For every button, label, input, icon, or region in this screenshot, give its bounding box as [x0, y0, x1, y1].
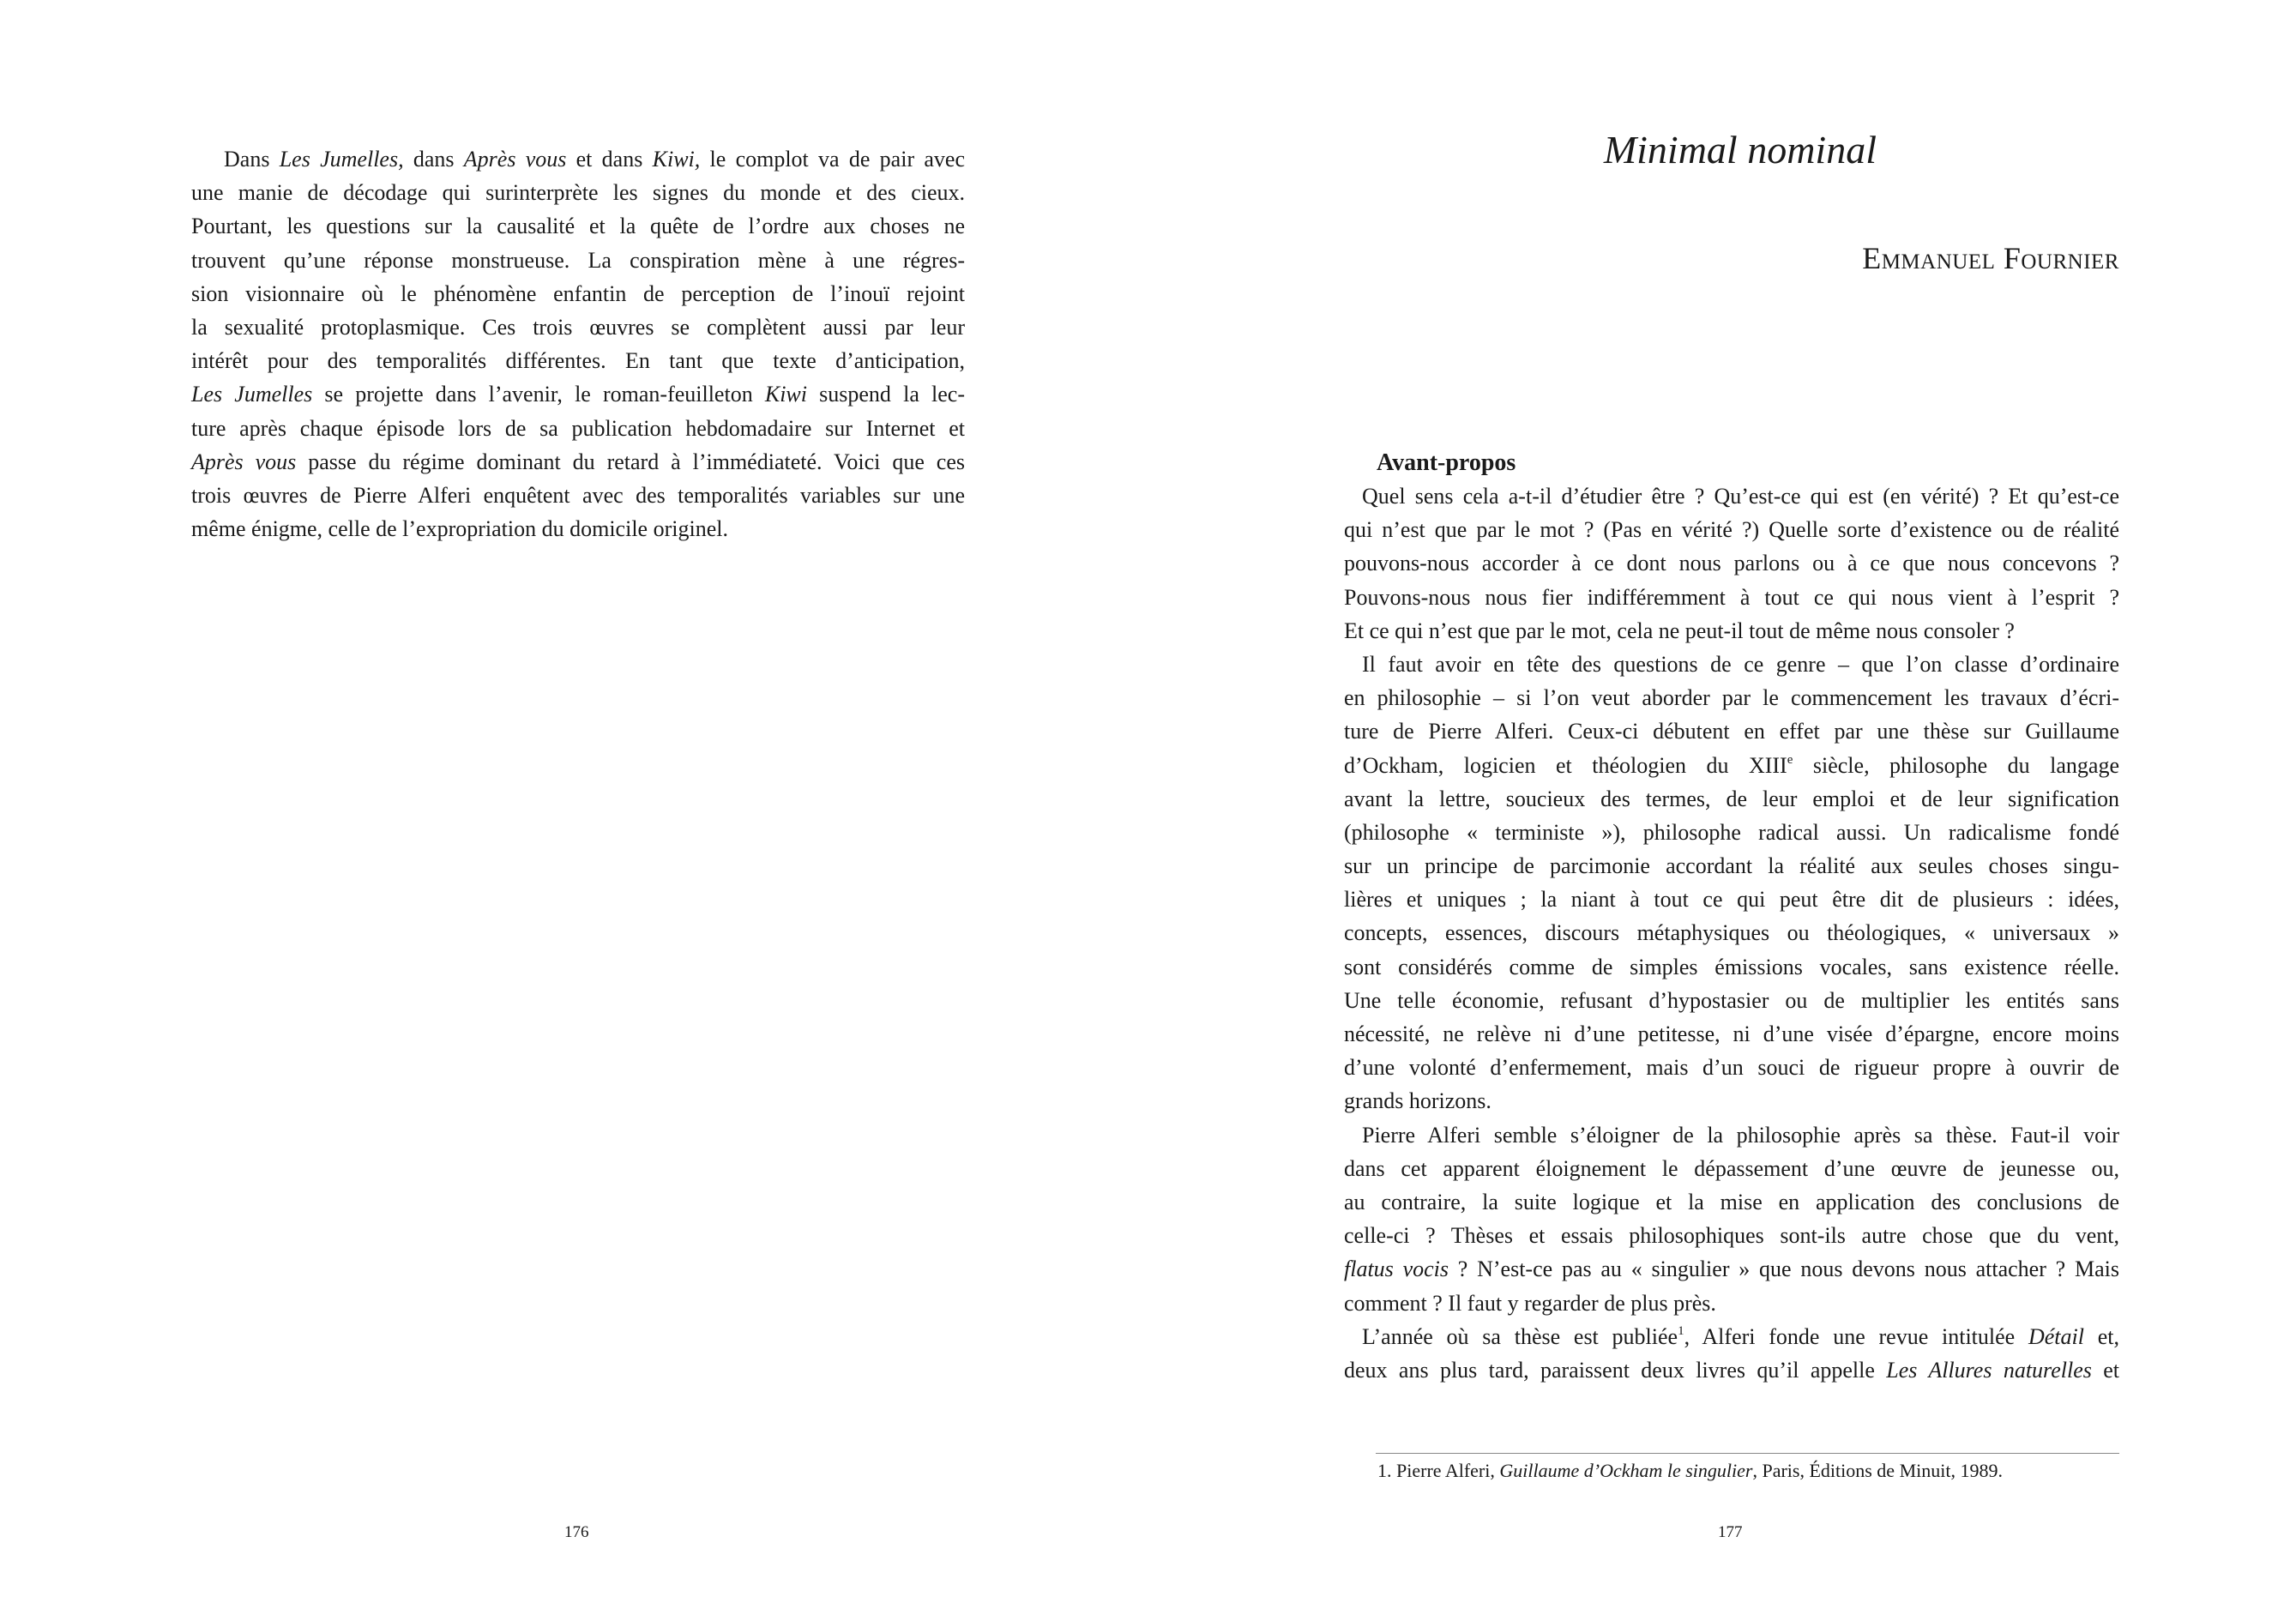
- text-run: grands horizons.: [1344, 1088, 1491, 1114]
- text-line: [1344, 1152, 2119, 1185]
- text-line: [1344, 782, 2119, 816]
- text-line: [191, 512, 965, 545]
- text-line: [1344, 1320, 2119, 1353]
- footnote-suffix: , Paris, Éditions de Minuit, 1989.: [1752, 1460, 2003, 1481]
- italic-text: Les Allures naturelles: [1886, 1357, 2092, 1383]
- text-line: [1344, 1353, 2119, 1387]
- text-run: comment ? Il faut y regarder de plus près.: [1344, 1290, 1716, 1316]
- text-run: ture de Pierre Alferi. Ceux-ci débutent en effet par une thèse sur Guillaume: [1344, 719, 2119, 744]
- superscript: e: [1787, 752, 1793, 767]
- text-line: [1344, 1118, 2119, 1152]
- text-line: [1344, 816, 2119, 849]
- italic-text: Les Jumelles: [191, 382, 313, 407]
- page-number-right: 177: [1718, 1523, 1743, 1541]
- page-number-left: 176: [564, 1523, 589, 1541]
- italic-text: Les Jumelles,: [279, 147, 404, 172]
- text-line: [1344, 1252, 2119, 1286]
- text-run: la sexualité protoplasmique. Ces trois œuvres se complètent aussi par leur: [191, 314, 965, 340]
- text-run: sont considérés comme de simples émissions vocales, sans existence réelle.: [1344, 954, 2119, 979]
- italic-text: Kiwi,: [652, 147, 701, 172]
- text-line: [1344, 749, 2119, 782]
- footnote-title: Guillaume d’Ockham le singulier: [1499, 1460, 1753, 1481]
- text-run: au contraire, la suite logique et la mise en application des conclusions de: [1344, 1189, 2119, 1214]
- text-line: [1344, 479, 2119, 513]
- text-run: trouvent qu’une réponse monstrueuse. La conspiration mène à une régres-: [191, 247, 965, 273]
- text-line: [191, 412, 965, 445]
- left-page-body: [191, 142, 965, 545]
- text-line: [191, 176, 965, 209]
- text-line: [1344, 513, 2119, 546]
- text-run: (philosophe « terministe »), philosophe radical aussi. Un radicalisme fondé: [1344, 819, 2119, 845]
- text-run: en philosophie – si l’on veut aborder par le commencement les travaux d’écri-: [1344, 685, 2119, 711]
- text-line: [1344, 1287, 2119, 1320]
- text-run: et dans: [566, 147, 653, 172]
- text-line: [1344, 546, 2119, 580]
- section-heading: Avant-propos: [1377, 449, 1516, 476]
- italic-text: Détail: [2028, 1323, 2084, 1349]
- text-line: [1344, 984, 2119, 1017]
- text-line: [1344, 849, 2119, 883]
- superscript: 1: [1678, 1323, 1684, 1338]
- text-run: ture après chaque épisode lors de sa publication hebdomadaire sur Internet et: [191, 415, 965, 441]
- text-run: une manie de décodage qui surinterprète les signes du monde et des cieux.: [191, 180, 965, 206]
- text-line: [191, 377, 965, 411]
- text-run: siècle, philosophe du langage: [1793, 752, 2119, 778]
- text-run: et,: [2083, 1323, 2119, 1349]
- author-name: Emmanuel Fournier: [1862, 241, 2119, 275]
- italic-text: flatus vocis: [1344, 1256, 1449, 1282]
- footnote-prefix: 1. Pierre Alferi,: [1377, 1460, 1500, 1481]
- italic-text: Kiwi: [764, 382, 807, 407]
- text-line: [191, 209, 965, 243]
- text-line: [191, 344, 965, 377]
- text-line: [1344, 714, 2119, 748]
- text-line: [1344, 1185, 2119, 1219]
- text-line: [1344, 1051, 2119, 1084]
- text-run: passe du régime dominant du retard à l’immédiateté. Voici que ces: [296, 449, 966, 474]
- text-line: [1344, 1219, 2119, 1252]
- text-run: sur un principe de parcimonie accordant la réalité aux seules choses singu-: [1344, 853, 2119, 879]
- text-run: d’Ockham, logicien et théologien du XIII: [1344, 752, 1787, 778]
- text-line: [1344, 681, 2119, 714]
- text-line: [1344, 1017, 2119, 1051]
- text-run: L’année où sa thèse est publiée: [1362, 1323, 1678, 1349]
- text-run: sion visionnaire où le phénomène enfantin de perception de l’inouï rejoint: [191, 280, 965, 306]
- text-run: deux ans plus tard, paraissent deux livres qu’il appelle: [1344, 1357, 1887, 1383]
- text-run: Pierre Alferi semble s’éloigner de la philosophie après sa thèse. Faut-il voir: [1362, 1122, 2119, 1148]
- text-line: [1344, 883, 2119, 916]
- text-line: [1344, 916, 2119, 949]
- text-line: [191, 244, 965, 277]
- text-run: dans: [403, 147, 464, 172]
- italic-text: Après vous: [191, 449, 297, 474]
- text-run: avant la lettre, soucieux des termes, de leur emploi et de leur signification: [1344, 786, 2119, 811]
- chapter-title: Minimal nominal: [1603, 128, 1877, 172]
- text-line: [1344, 950, 2119, 984]
- text-run: Une telle économie, refusant d’hypostasier ou de multiplier les entités sans: [1344, 987, 2119, 1013]
- text-run: Il faut avoir en tête des questions de ce genre – que l’on classe d’ordinaire: [1362, 651, 2119, 677]
- text-line: [191, 142, 965, 176]
- text-line: [1344, 581, 2119, 614]
- text-run: , Alferi fonde une revue intitulée: [1684, 1323, 2028, 1349]
- right-page-body: [1344, 446, 2119, 1387]
- text-line: [1344, 1084, 2119, 1118]
- text-run: celle-ci ? Thèses et essais philosophiques sont-ils autre chose que du vent,: [1344, 1223, 2119, 1249]
- text-run: Pouvons-nous nous fier indifféremment à tout ce qui nous vient à l’esprit ?: [1344, 584, 2119, 610]
- footnote: [1377, 1458, 2003, 1484]
- text-run: concepts, essences, discours métaphysiques ou théologiques, « universaux »: [1344, 920, 2119, 946]
- text-run: Et ce qui n’est que par le mot, cela ne peut-il tout de même nous consoler ?: [1344, 618, 2015, 643]
- text-run: Quel sens cela a-t-il d’étudier être ? Qu’est-ce qui est (en vérité) ? Et qu’est-ce: [1362, 484, 2119, 509]
- text-run: lières et uniques ; la niant à tout ce qui peut être dit de plusieurs : idées,: [1344, 887, 2119, 913]
- text-line: [191, 445, 965, 479]
- text-run: intérêt pour des temporalités différentes. En tant que texte d’anticipation,: [191, 348, 965, 374]
- text-run: et: [2091, 1357, 2120, 1383]
- text-line: [191, 277, 965, 310]
- footnote-divider: [1376, 1453, 2119, 1454]
- text-run: même énigme, celle de l’expropriation du domicile originel.: [191, 516, 728, 542]
- text-run: trois œuvres de Pierre Alferi enquêtent avec des temporalités variables sur une: [191, 482, 965, 508]
- text-run: pouvons-nous accorder à ce dont nous parlons ou à ce que nous concevons ?: [1344, 551, 2119, 576]
- text-run: nécessité, ne relève ni d’une petitesse, ni d’une visée d’épargne, encore moins: [1344, 1021, 2119, 1046]
- text-line: [191, 310, 965, 344]
- text-run: ? N’est-ce pas au « singulier » que nous devons nous attacher ? Mais: [1449, 1256, 2119, 1282]
- italic-text: Après vous: [463, 147, 567, 172]
- text-run: d’une volonté d’enfermement, mais d’un souci de rigueur propre à ouvrir de: [1344, 1055, 2119, 1081]
- text-run: Dans: [224, 147, 280, 172]
- text-run: dans cet apparent éloignement le dépassement d’une œuvre de jeunesse ou,: [1344, 1155, 2119, 1181]
- text-run: suspend la lec-: [807, 382, 965, 407]
- text-line: [191, 479, 965, 512]
- text-line: [1344, 648, 2119, 681]
- text-run: qui n’est que par le mot ? (Pas en vérité ?) Quelle sorte d’existence ou de réalité: [1344, 517, 2119, 543]
- text-run: se projette dans l’avenir, le roman-feuilleton: [312, 382, 765, 407]
- text-line: [1344, 614, 2119, 648]
- text-run: Pourtant, les questions sur la causalité et la quête de l’ordre aux choses ne: [191, 214, 965, 239]
- text-run: le complot va de pair avec: [700, 147, 965, 172]
